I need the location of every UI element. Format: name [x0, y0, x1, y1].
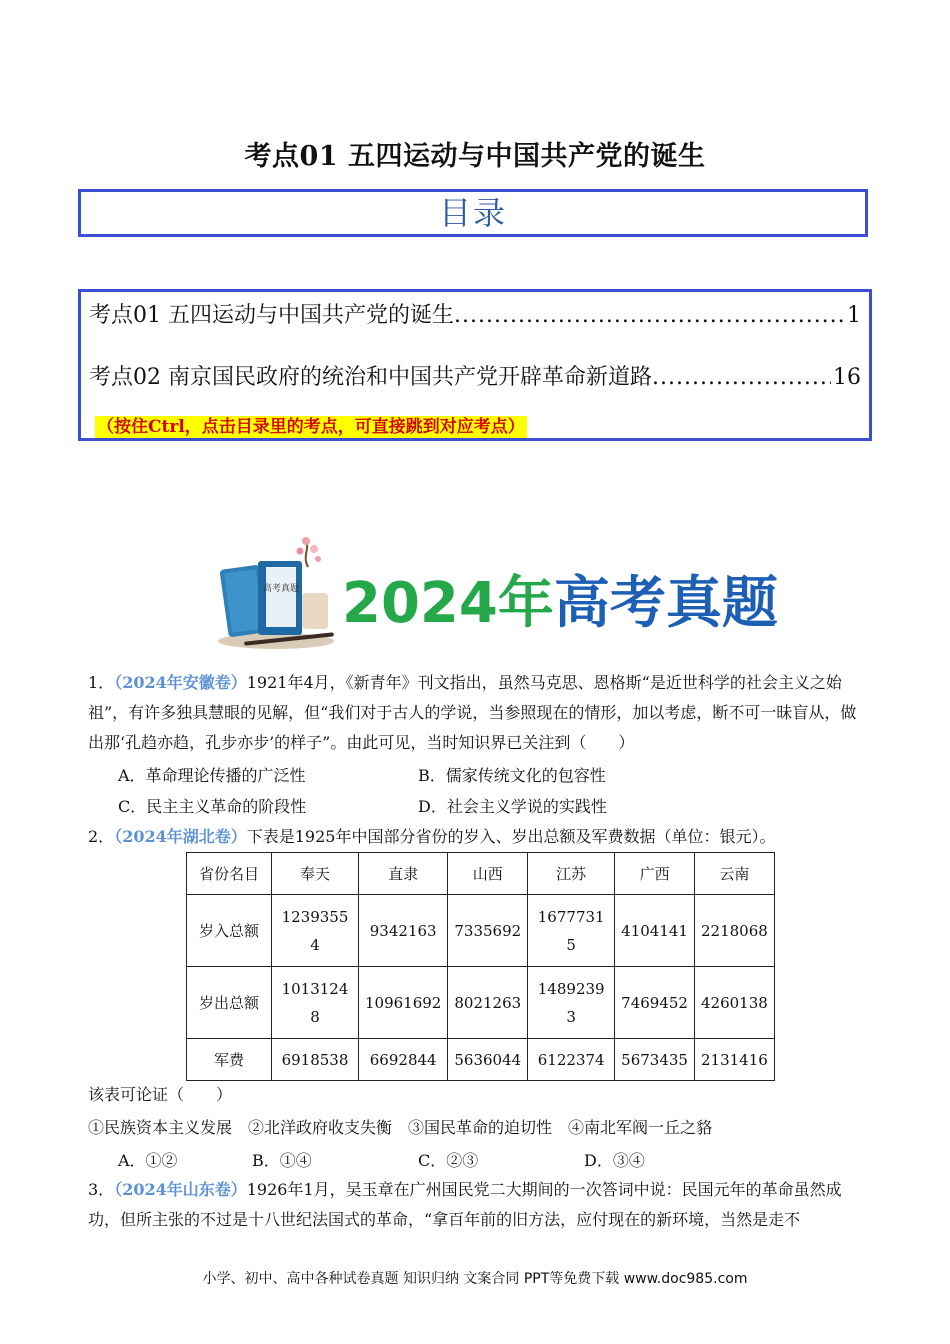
toc-heading-box	[78, 189, 868, 237]
fiscal-data-table	[186, 852, 775, 1081]
table-header-cell: 山西	[448, 853, 528, 895]
banner-year: 2024年	[342, 571, 554, 636]
toc-box	[78, 289, 872, 441]
option-d: D．社会主义学说的实践性	[418, 797, 607, 816]
table-cell: 9342163	[359, 895, 448, 967]
books-illustration-icon	[214, 533, 344, 651]
table-cell: 5673435	[615, 1039, 695, 1081]
table-cell: 岁出总额	[187, 967, 272, 1039]
option-a: A．①②	[118, 1151, 178, 1170]
table-row	[187, 967, 775, 1039]
question-1	[88, 668, 868, 758]
table-header-row	[187, 853, 775, 895]
option-b: B．儒家传统文化的包容性	[418, 766, 606, 785]
table-cell: 4260138	[694, 967, 774, 1039]
option-c: C．②③	[418, 1151, 479, 1170]
table-cell: 4104141	[615, 895, 695, 967]
question-2	[88, 822, 868, 852]
toc-link-1-page[interactable]: 1	[847, 303, 861, 328]
toc-leader-dots	[454, 303, 845, 328]
toc-link-2-text[interactable]: 考点02 南京国民政府的统治和中国共产党开辟革命新道路	[89, 365, 652, 390]
question-number: 2．	[88, 827, 115, 846]
question-text: 下表是1925年中国部分省份的岁入、岁出总额及军费数据（单位：银元）。	[246, 827, 776, 846]
question-number: 1．	[88, 673, 115, 692]
toc-link-1[interactable]	[89, 298, 861, 329]
table-header-cell: 广西	[615, 853, 695, 895]
question-text: 1926年1月，吴玉章在广州国民党二大期间的一次答词中说：民国元年的革命虽然成功，但所主张的不过是十八世纪法国式的革命，“拿百年前的旧方法，应付现在的新环境，当然是走不	[88, 1180, 842, 1229]
table-header-cell: 直隶	[359, 853, 448, 895]
table-cell: 1677731 5	[528, 895, 615, 967]
table-cell: 8021263	[448, 967, 528, 1039]
table-cell: 10961692	[359, 967, 448, 1039]
toc-leader-dots	[652, 365, 831, 390]
toc-heading: 目录	[438, 194, 507, 232]
question-stem: 该表可论证（ ）	[88, 1085, 233, 1104]
question-3	[88, 1175, 868, 1235]
table-cell: 2131416	[694, 1039, 774, 1081]
option-b: B．①④	[252, 1151, 312, 1170]
question-number: 3．	[88, 1180, 115, 1199]
toc-link-2[interactable]	[89, 360, 861, 391]
table-cell: 2218068	[694, 895, 774, 967]
page-footer: 小学、初中、高中各种试卷真题 知识归纳 文案合同 PPT等免费下载 www.doc985.com	[202, 1271, 748, 1287]
table-cell: 岁入总额	[187, 895, 272, 967]
option-c: C．民主主义革命的阶段性	[118, 797, 307, 816]
table-header-cell: 省份名目	[187, 853, 272, 895]
question-source: （2024年安徽卷）	[114, 673, 247, 692]
table-cell: 1239355 4	[272, 895, 359, 967]
banner-title-rest: 高考真题	[553, 571, 778, 636]
table-cell: 6122374	[528, 1039, 615, 1081]
toc-ctrl-hint: （按住Ctrl，点击目录里的考点，可直接跳到对应考点）	[97, 417, 525, 437]
table-header-cell: 奉天	[272, 853, 359, 895]
section-banner	[214, 533, 778, 651]
question-source: （2024年湖北卷）	[114, 827, 247, 846]
question-source: （2024年山东卷）	[114, 1180, 247, 1199]
table-header-cell: 江苏	[528, 853, 615, 895]
question-items: ①民族资本主义发展 ②北洋政府收支失衡 ③国民革命的迫切性 ④南北军阀一丘之貉	[88, 1118, 713, 1137]
book-cover-label: 高考真题	[262, 584, 300, 594]
question-text: 1921年4月，《新青年》刊文指出，虽然马克思、恩格斯“是近世科学的社会主义之始祖”，有许多独具慧眼的见解，但“我们对于古人的学说，当参照现在的情形，加以考虑，断不可一昧盲从，做出那‘孔趋亦趋，孔步亦步’的样子”。由此可见，当时知识界已关注到（ ）	[88, 673, 857, 752]
banner-title	[342, 559, 778, 639]
option-a: A．革命理论传播的广泛性	[118, 766, 306, 785]
table-cell: 6692844	[359, 1039, 448, 1081]
table-cell: 1489239 3	[528, 967, 615, 1039]
table-header-cell: 云南	[694, 853, 774, 895]
option-d: D．③④	[584, 1151, 645, 1170]
table-row	[187, 895, 775, 967]
page-title: 考点01 五四运动与中国共产党的诞生	[244, 141, 706, 172]
table-cell: 1013124 8	[272, 967, 359, 1039]
toc-link-1-text[interactable]: 考点01 五四运动与中国共产党的诞生	[89, 303, 454, 328]
toc-link-2-page[interactable]: 16	[833, 365, 861, 390]
table-cell: 7469452	[615, 967, 695, 1039]
table-cell: 军费	[187, 1039, 272, 1081]
table-cell: 6918538	[272, 1039, 359, 1081]
table-cell: 7335692	[448, 895, 528, 967]
table-row	[187, 1039, 775, 1081]
table-cell: 5636044	[448, 1039, 528, 1081]
